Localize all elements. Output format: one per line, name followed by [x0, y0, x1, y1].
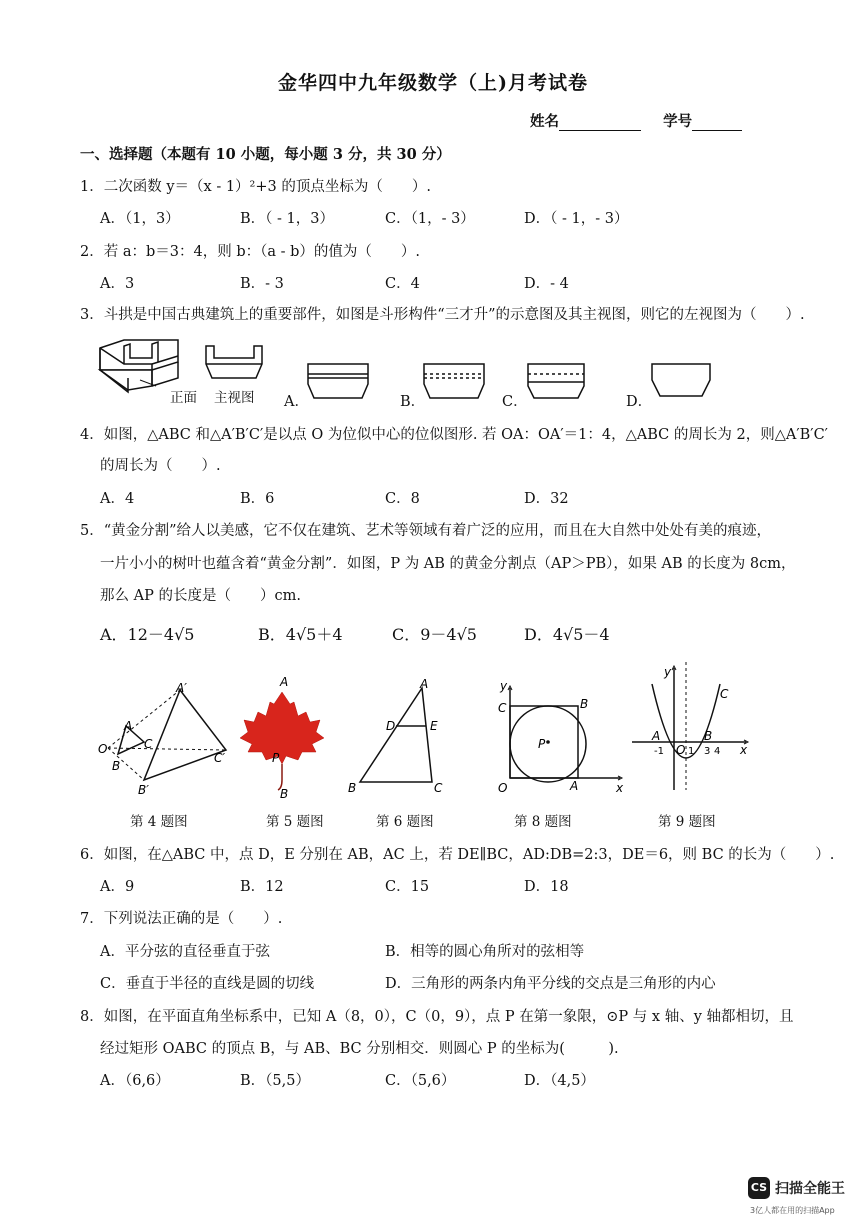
q2-option-c: C．4: [385, 276, 420, 292]
q3-option-d: D．: [626, 394, 653, 410]
q4-option-b: B．6: [240, 491, 275, 507]
leaf-shape: [240, 692, 324, 764]
fig8-label-y: y: [500, 679, 508, 693]
fig8-label-a: A: [570, 779, 579, 793]
id-blank: [692, 116, 742, 131]
q3-3d-sketch: [100, 340, 178, 392]
fig4-label-a: A: [124, 719, 133, 733]
q3-label-main-view: 主视图: [214, 390, 255, 406]
q8-option-c: C．（5,6）: [385, 1073, 456, 1089]
fig6-label-e: E: [430, 719, 438, 733]
fig9-label-x: x: [740, 743, 748, 757]
fig9-label-1: 1: [688, 746, 695, 757]
fig6-label-a: A: [420, 677, 429, 691]
fig9-label-y: y: [664, 665, 672, 679]
scanner-badge: [748, 1175, 848, 1221]
q7-option-b: B．相等的圆心角所对的弦相等: [385, 944, 585, 960]
q5-option-b: B．4√5＋4: [258, 625, 343, 644]
scanner-logo: CS: [748, 1177, 770, 1199]
name-label: 姓名: [530, 113, 559, 130]
question-5-cont2: 那么 AP 的长度是（ ）cm.: [100, 588, 301, 604]
caption-fig9: 第 9 题图: [658, 814, 716, 830]
fig8-circle-rect: [486, 676, 626, 800]
fig8-label-p: P: [538, 737, 546, 751]
q8-option-a: A．（6,6）: [100, 1073, 170, 1089]
fig5-label-p: P: [272, 751, 280, 765]
q7-option-c: C．垂直于半径的直线是圆的切线: [100, 976, 315, 992]
question-3: 3．斗拱是中国古典建筑上的重要部件，如图是斗形构件“三才升”的示意图及其主视图，则它的左视图为（ ）.: [80, 307, 805, 323]
fig9-label-a: A: [652, 729, 661, 743]
fig9-label-neg1: -1: [654, 746, 664, 757]
q3-label-front: 正面: [170, 390, 197, 406]
q1-option-b: B．（ - 1，3）: [240, 211, 334, 227]
fig4-label-c: C: [144, 737, 153, 751]
q5-option-d: D．4√5－4: [524, 625, 610, 644]
q8-option-d: D．（4,5）: [524, 1073, 595, 1089]
q3-main-view: [206, 346, 262, 378]
q5-option-a: A．12－4√5: [100, 625, 195, 644]
q6-option-c: C．15: [385, 879, 430, 895]
fig6-triangle: [346, 678, 456, 798]
q3-option-a: A．: [284, 394, 309, 410]
fig4-label-o: O: [98, 742, 108, 756]
fig6-label-b: B: [348, 781, 357, 795]
fig5-label-a: A: [280, 675, 289, 689]
q8-option-b: B．（5,5）: [240, 1073, 310, 1089]
q1-option-d: D．（ - 1，- 3）: [524, 211, 629, 227]
q1-option-c: C．（1，- 3）: [385, 211, 475, 227]
fig8-label-c: C: [498, 701, 507, 715]
fig9-label-3: 3: [704, 746, 711, 757]
name-blank: [559, 116, 641, 131]
id-label: 学号: [663, 113, 693, 130]
q6-option-a: A．9: [100, 879, 135, 895]
q3-view-c: [528, 364, 584, 398]
fig4-homothety: [96, 680, 236, 800]
fig4-label-a-prime: A′: [176, 681, 187, 695]
q7-option-a: A．平分弦的直径垂直于弦: [100, 944, 270, 960]
fig6-label-c: C: [434, 781, 443, 795]
q3-option-b: B．: [400, 394, 426, 410]
fig9-parabola: [628, 658, 752, 798]
fig4-label-b-prime: B′: [138, 783, 149, 797]
caption-fig4: 第 4 题图: [130, 814, 188, 830]
fig8-label-b: B: [580, 697, 589, 711]
fig9-label-o: O: [676, 743, 686, 757]
question-4: 4．如图，△ABC 和△A′B′C′是以点 O 为位似中心的位似图形. 若 OA：OA′＝1：4，△ABC 的周长为 2，则△A′B′C′: [80, 427, 828, 443]
q1-option-a: A．（1，3）: [100, 211, 180, 227]
q2-option-b: B．- 3: [240, 276, 284, 292]
fig9-label-b: B: [704, 729, 713, 743]
q3-view-d: [652, 364, 710, 396]
question-7: 7．下列说法正确的是（ ）.: [80, 911, 283, 927]
question-4-cont: 的周长为（ ）.: [100, 458, 221, 474]
q3-figures: [0, 330, 867, 410]
caption-fig6: 第 6 题图: [376, 814, 434, 830]
fig6-label-d: D: [386, 719, 396, 733]
question-6: 6．如图，在△ABC 中，点 D，E 分别在 AB，AC 上，若 DE∥BC，AD:DB=2:3，DE＝6，则 BC 的长为（ ）.: [80, 847, 835, 863]
fig9-label-c: C: [720, 687, 729, 701]
q7-option-d: D．三角形的两条内角平分线的交点是三角形的内心: [385, 976, 716, 992]
q3-view-b: [424, 364, 484, 398]
q4-option-d: D．32: [524, 491, 569, 507]
q2-option-d: D．- 4: [524, 276, 569, 292]
q4-option-c: C．8: [385, 491, 420, 507]
caption-fig8: 第 8 题图: [514, 814, 572, 830]
q6-option-b: B．12: [240, 879, 284, 895]
q3-view-a: [308, 364, 368, 398]
caption-fig5: 第 5 题图: [266, 814, 324, 830]
question-8: 8．如图，在平面直角坐标系中，已知 A（8，0），C（0，9），点 P 在第一象限，⊙P 与 x 轴、y 轴都相切，且: [80, 1009, 794, 1025]
fig4-label-c-prime: C′: [214, 751, 226, 765]
fig8-label-o: O: [498, 781, 508, 795]
fig5-leaf: [236, 672, 332, 802]
q4-option-a: A．4: [100, 491, 135, 507]
question-5-cont: 一片小小的树叶也蕴含着“黄金分割”．如图，P 为 AB 的黄金分割点（AP＞PB），如果 AB 的长度为 8cm，: [100, 556, 796, 572]
scanner-tagline: 3亿人都在用的扫描App: [750, 1206, 835, 1215]
exam-title: 金华四中九年级数学（上)月考试卷: [278, 72, 588, 94]
fig8-label-x: x: [616, 781, 624, 795]
q3-option-c: C．: [502, 394, 528, 410]
q6-option-d: D．18: [524, 879, 569, 895]
question-8-cont: 经过矩形 OABC 的顶点 B，与 AB、BC 分别相交．则圆心 P 的坐标为( ).: [100, 1041, 619, 1057]
section-heading: 一、选择题（本题有 10 小题，每小题 3 分，共 30 分）: [80, 146, 451, 163]
name-field: [530, 110, 742, 131]
q5-option-c: C．9－4√5: [392, 625, 477, 644]
question-1: 1．二次函数 y＝（x - 1）²+3 的顶点坐标为（ ）.: [80, 179, 431, 195]
q2-option-a: A．3: [100, 276, 135, 292]
fig4-label-b: B: [112, 759, 121, 773]
question-2: 2．若 a：b＝3：4，则 b：（a - b）的值为（ ）.: [80, 244, 421, 260]
scanner-app-name: 扫描全能王: [775, 1181, 845, 1197]
fig9-label-4: 4: [714, 746, 721, 757]
question-5: 5．“黄金分割”给人以美感，它不仅在建筑、艺术等领域有着广泛的应用，而且在大自然中处处有美的痕迹，: [80, 523, 772, 539]
fig5-label-b: B: [280, 787, 289, 801]
